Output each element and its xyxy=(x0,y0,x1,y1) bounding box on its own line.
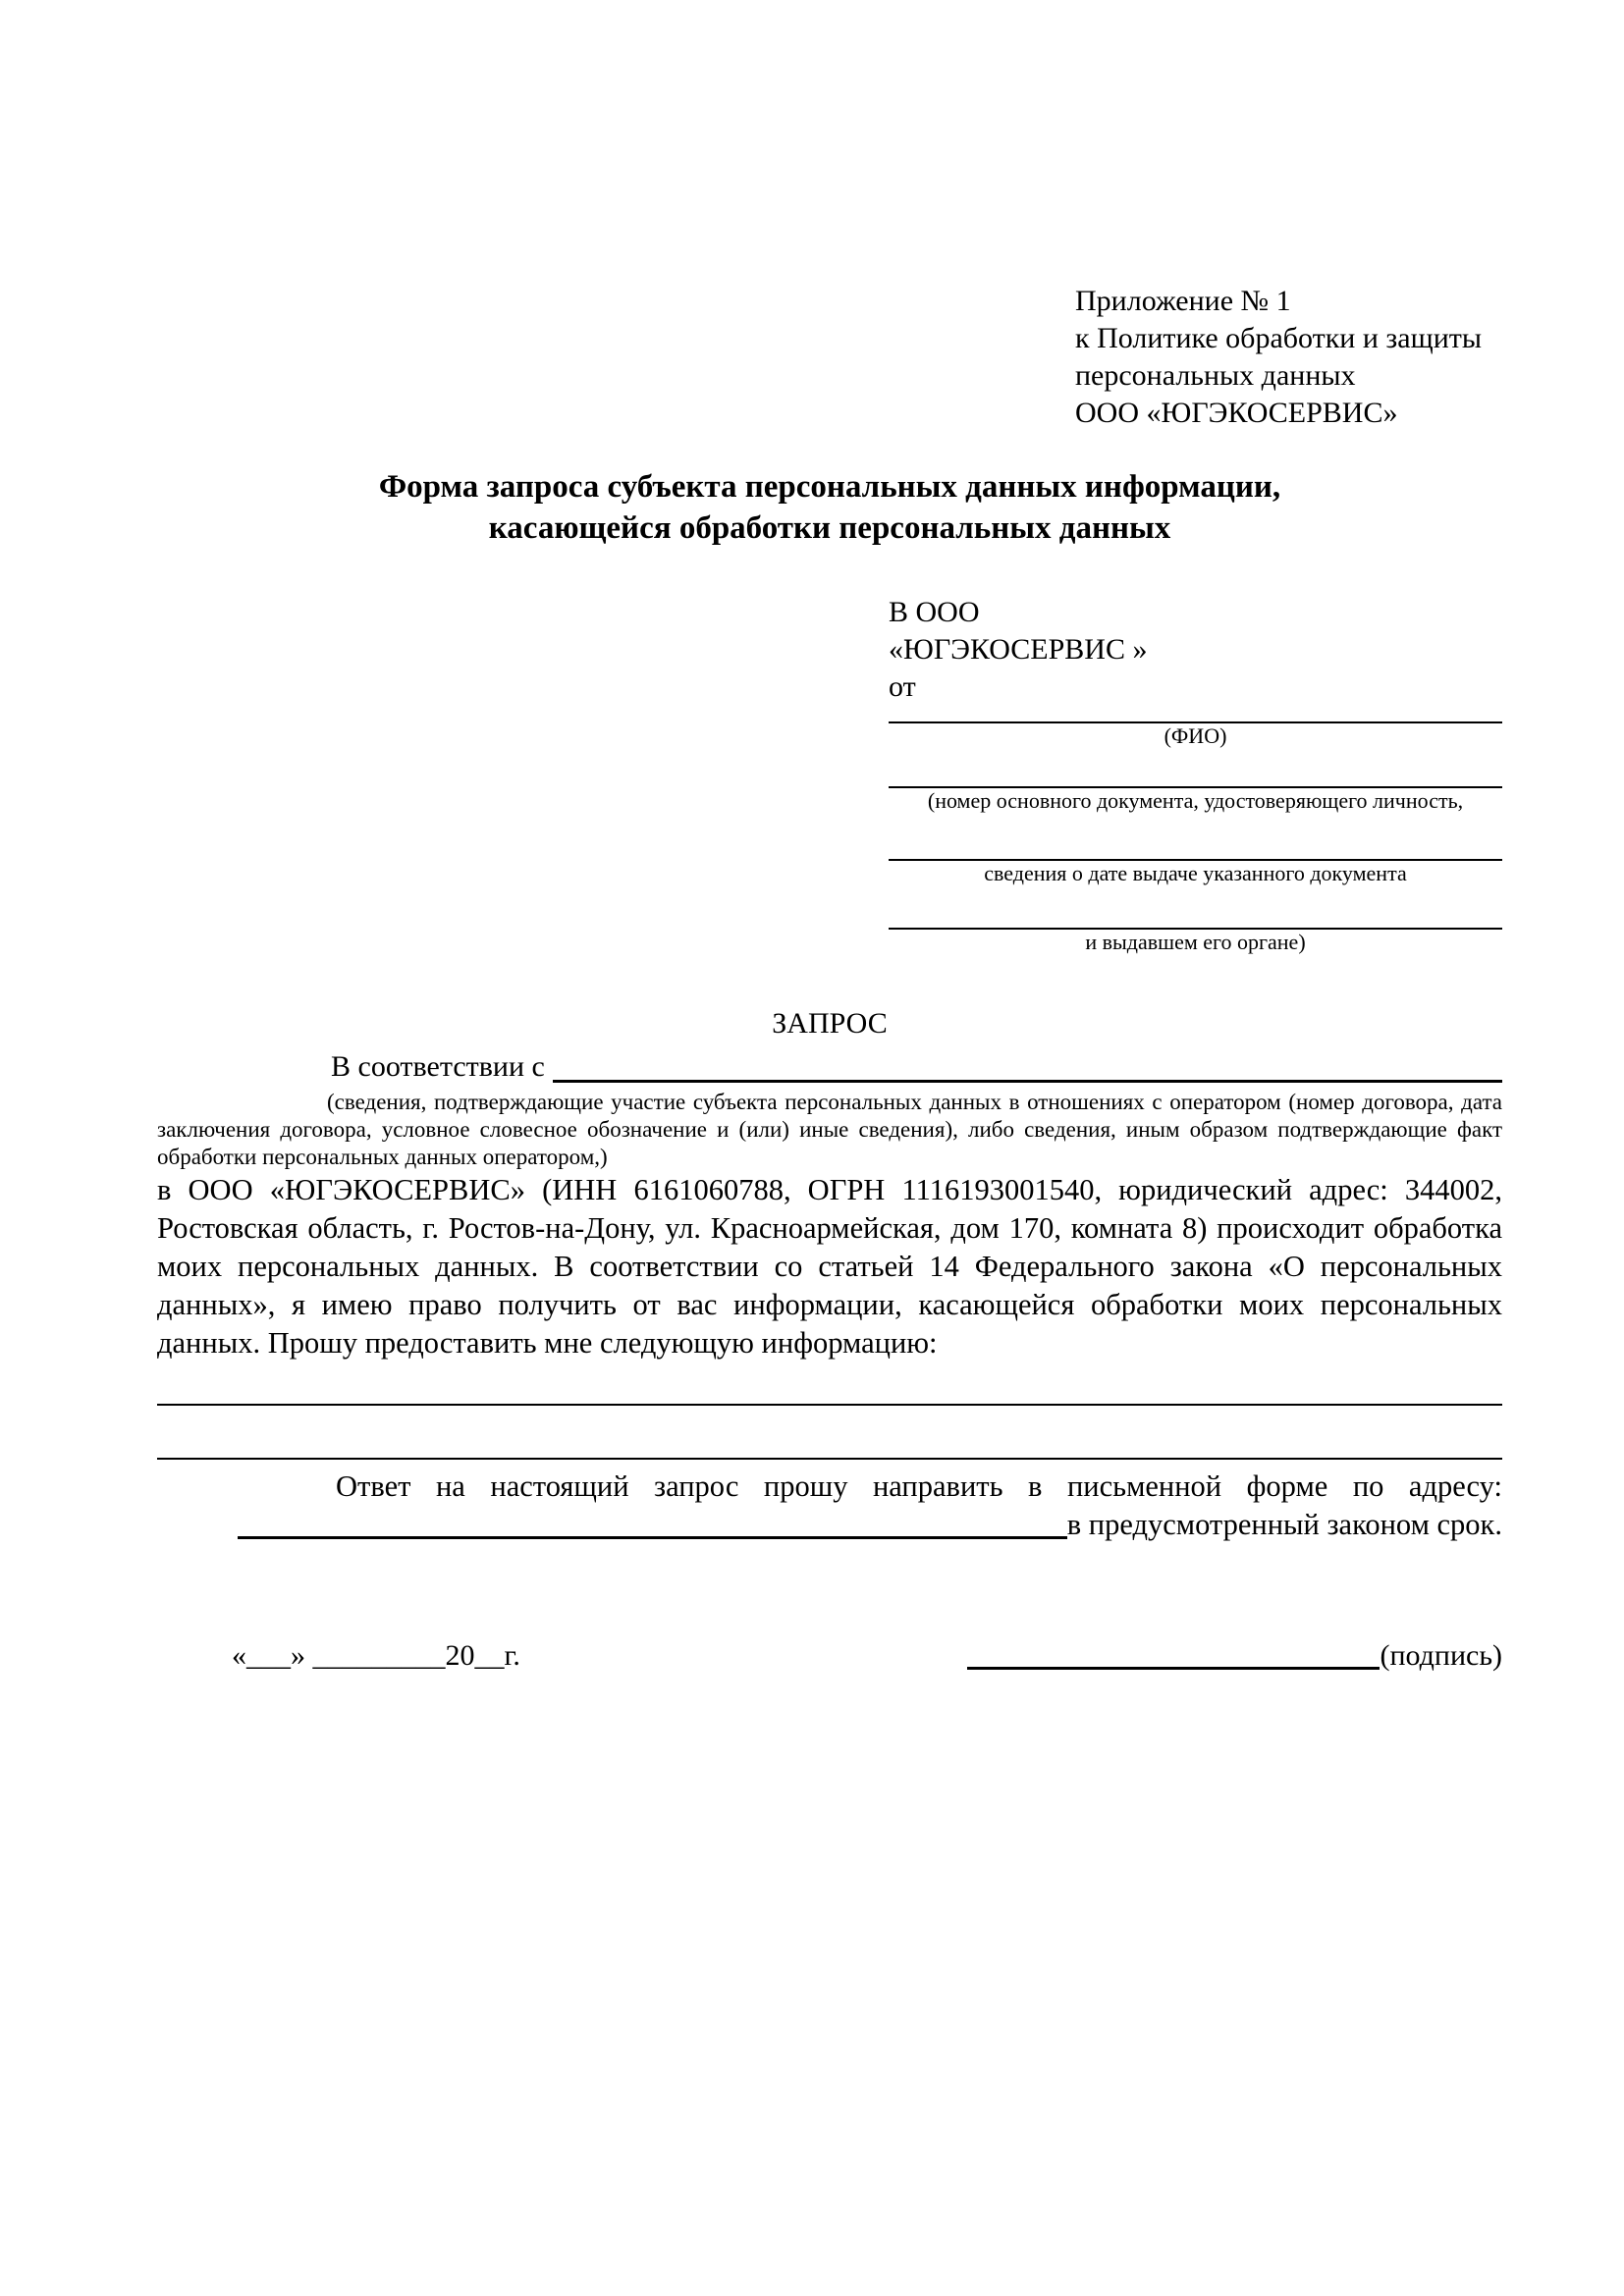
intro-label: В соответствии с xyxy=(331,1050,545,1083)
info-blank-line-1 xyxy=(157,1362,1502,1406)
appendix-header-line: персональных данных xyxy=(1075,359,1356,392)
request-body-paragraph: в ООО «ЮГЭКОСЕРВИС» (ИНН 6161060788, ОГРН 1116193001540, юридический адрес: 344002, Ростовская область, г. Ростов-на-Дону, ул. Красноармейская, дом 170, комната 8) происходит обработка моих персональных данных. В соответствии со статьей 14 Федерального закона «О персональных данных», я имею право получить от вас информации, касающейся обработки моих персональных данных. Прошу предоставить мне следующую информацию: xyxy=(157,1173,1502,1360)
addressee-block xyxy=(889,594,1502,955)
document-number-caption: (номер основного документа, удостоверяющего личность, xyxy=(927,788,1464,813)
document-title xyxy=(157,466,1502,549)
intro-line xyxy=(157,1050,1502,1083)
request-heading: ЗАПРОС xyxy=(772,1007,888,1040)
document-content xyxy=(157,0,1502,1675)
document-title-line2: касающейся обработки персональных данных xyxy=(488,510,1171,546)
reply-tail-text: в предусмотренный законом срок. xyxy=(1066,1508,1502,1541)
date-blank-text: «___» _________20__г. xyxy=(232,1639,520,1672)
addressee-to-line2: «ЮГЭКОСЕРВИС » xyxy=(889,633,1148,666)
issuing-authority-blank-line xyxy=(889,886,1502,930)
intro-caption: (сведения, подтверждающие участие субъекта персональных данных в отношениях с оператором (номер договора, дата заключения договора, условное словесное обозначение и (или) иные сведения), либо сведения, иным образом подтверждающие факт обработки персональных данных оператором,) xyxy=(157,1090,1502,1169)
reply-address-sentence: Ответ на настоящий запрос прошу направить в письменной форме по адресу: xyxy=(336,1469,1502,1503)
fio-blank-line xyxy=(889,706,1502,723)
signature-group xyxy=(967,1637,1502,1675)
appendix-header-line: ООО «ЮГЭКОСЕРВИС» xyxy=(1075,397,1398,429)
signature-caption: (подпись) xyxy=(1380,1639,1502,1672)
info-blank-line-2 xyxy=(157,1406,1502,1460)
date-signature-row xyxy=(157,1637,1502,1675)
appendix-header-line: к Политике обработки и защиты xyxy=(1075,322,1483,354)
reply-address-line xyxy=(238,1506,1502,1544)
fio-caption: (ФИО) xyxy=(1164,723,1227,748)
signature-blank-line xyxy=(967,1667,1380,1670)
issue-date-caption: сведения о дате выдаче указанного документа xyxy=(984,861,1407,885)
issue-date-blank-line xyxy=(889,814,1502,861)
issuing-authority-caption: и выдавшем его органе) xyxy=(1085,930,1306,954)
document-number-blank-line xyxy=(889,749,1502,788)
appendix-header xyxy=(1075,283,1502,432)
document-title-line1: Форма запроса субъекта персональных данных информации, xyxy=(378,469,1281,505)
address-blank-line xyxy=(238,1536,1067,1539)
addressee-from-label: от xyxy=(889,670,916,703)
addressee-to-line1: В ООО xyxy=(889,596,980,628)
intro-blank-line xyxy=(553,1050,1502,1083)
appendix-header-line: Приложение № 1 xyxy=(1075,285,1291,317)
